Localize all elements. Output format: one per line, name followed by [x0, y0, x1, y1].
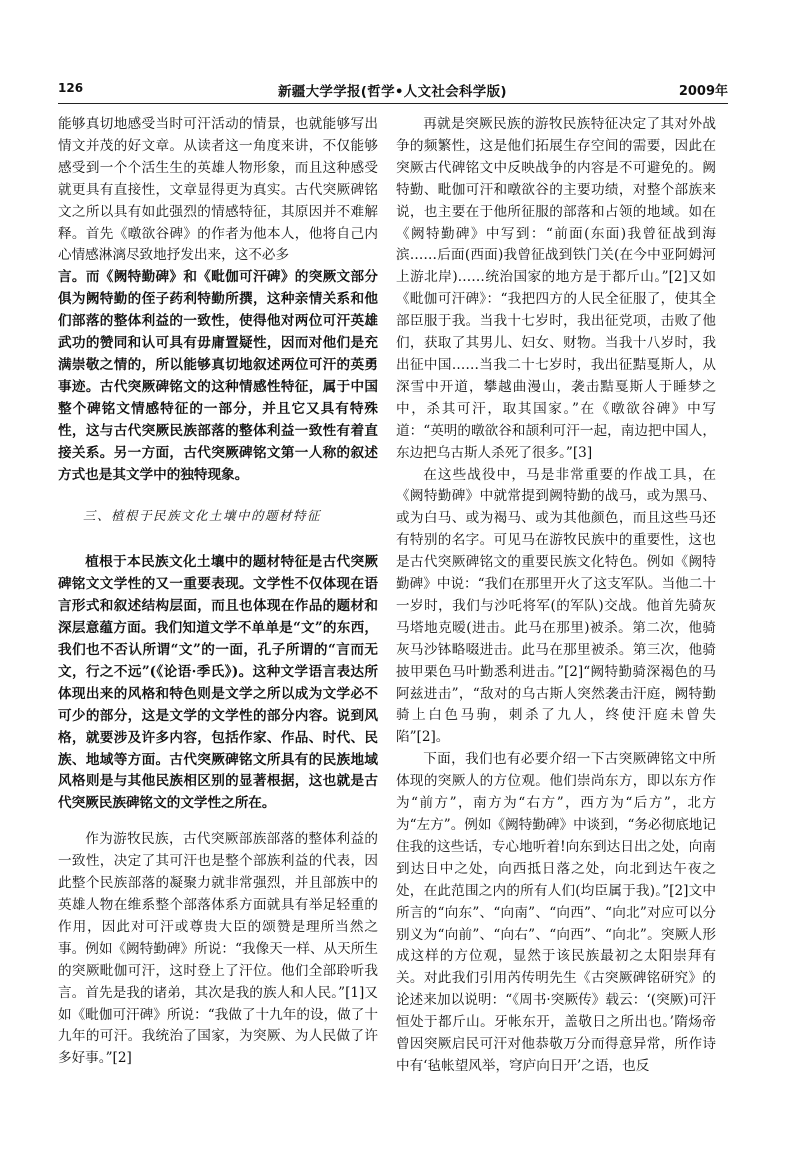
- left-paragraph-1: 能够真切地感受当时可汗活动的情景，也就能够写出情文并茂的好文章。从读者这一角度来讲，不仅能够感受到一个个活生生的英雄人物形象，而且这种感受就更具有直接性，文章显得更为真实。古代突厥碑铭文之所以具有如此强烈的情感特征，其原因并不难解释。首先《暾欲谷碑》的作者为他本人，他将自己内心情感淋漓尽致地抒发出来，这不必多: [58, 116, 378, 264]
- left-column: [58, 114, 378, 1070]
- right-column: [396, 114, 716, 1078]
- left-paragraph-3: 植根于本民族文化土壤中的题材特征是古代突厥碑铭文文学性的又一重要表现。文学性不仅体现在语言形式和叙述结构层面，而且也体现在作品的题材和深层意蕴方面。我们知道文学不单单是“文”的东西，我们也不否认所谓“文”的一面，孔子所谓的“言而无文，行之不远”(《论语·季氏》)。这种文学语言表达所体现出来的风格和特色则是文学之所以成为文学必不可少的部分，这是文学的文学性的部分内容。说到风格，就要涉及许多内容，包括作家、作品、时代、民族、地域等方面。古代突厥碑铭文所具有的民族地域风格则是与其他民族相区别的显著根据，这也就是古代突厥民族碑铭文的文学性之所在。: [58, 554, 378, 812]
- page-number: 126: [58, 81, 84, 95]
- publication-year: 2009年: [678, 84, 728, 99]
- section-heading: 三、植根于民族文化土壤中的题材特征: [83, 508, 322, 524]
- header-rule: [58, 103, 728, 104]
- right-paragraph-3: 下面，我们也有必要介绍一下古突厥碑铭文中所体现的突厥人的方位观。他们崇尚东方，即以东方作为“前方”，南方为“右方”，西方为“后方”，北方为“左方”。例如《阙特勤碑》中谈到，“务必彻底地记住我的这些话，专心地听着!向东到达日出之处，向南到达日中之处，向西抵日落之处，向北到达午夜之处，在此范围之内的所有人们(均臣属于我)。”[2]文中所言的“向东”、“向南”、“向西”、“向北”对应可以分别义为“向前”、“向右”、“向西”、“向北”。突厥人形成这样的方位观，显然于该民族最初之太阳崇拜有关。对此我们引用芮传明先生《古突厥碑铭研究》的论述来加以说明：“《周书·突厥传》载云：‘(突厥)可汗恒处于都斤山。牙帐东开，盖敬日之所出也。’隋炀帝曾因突厥启民可汗对他恭敬万分而得意异常，所作诗中有‘毡帐望风举，穹庐向日开’之语，也反: [396, 751, 716, 1074]
- running-header: [58, 81, 728, 101]
- left-paragraph-2: 言。而《阙特勤碑》和《毗伽可汗碑》的突厥文部分俱为阙特勤的侄子药利特勤所撰，这种亲情关系和他们部落的整体利益的一致性，使得他对两位可汗英雄武功的赞同和认可具有毋庸置疑性，因而对他们是充满崇敬之情的，所以能够真切地叙述两位可汗的英勇事迹。古代突厥碑铭文的这种情感性特征，属于中国整个碑铭文情感特征的一部分，并且它又具有特殊性，这与古代突厥民族部落的整体利益一致性有着直接关系。另一方面，古代突厥碑铭文第一人称的叙述方式也是其文学中的独特现象。: [58, 269, 378, 483]
- journal-title: 新疆大学学报(哲学•人文社会科学版): [278, 84, 507, 100]
- right-paragraph-1: 再就是突厥民族的游牧民族特征决定了其对外战争的频繁性，这是他们拓展生存空间的需要，因此在突厥古代碑铭文中反映战争的内容是不可避免的。阙特勤、毗伽可汗和暾欲谷的主要功绩，对整个部族来说，也主要在于他所征服的部落和占领的地域。如在《阙特勤碑》中写到：“前面(东面)我曾征战到海滨……后面(西面)我曾征战到铁门关(在今中亚阿姆河上游北岸)……统治国家的地方是于都斤山。”[2]又如《毗伽可汗碑》：“我把四方的人民全征服了，使其全部臣服于我。当我十七岁时，我出征党项，击败了他们，获取了其男儿、妇女、财物。当我十八岁时，我出征中国……当我二十七岁时，我出征黠戛斯人，从深雪中开道，攀越曲漫山，袭击黠戛斯人于睡梦之中，杀其可汗，取其国家。”在《暾欲谷碑》中写道：“英明的暾欲谷和颉利可汗一起，南边把中国人，东边把乌古斯人杀死了很多。”[3]: [396, 116, 716, 461]
- left-paragraph-4: 作为游牧民族，古代突厥部族部落的整体利益的一致性，决定了其可汗也是整个部族利益的代表，因此整个民族部落的凝聚力就非常强烈，并且部族中的英雄人物在维系整个部落体系方面就具有举足轻重的作用，因此对可汗或尊贵大臣的颂赞是理所当然之事。例如《阙特勤碑》所说：“我像天一样、从天所生的突厥毗伽可汗，这时登上了汗位。他们全部聆听我言。首先是我的诸弟，其次是我的族人和人民。”[1]又如《毗伽可汗碑》所说：“我做了十九年的设，做了十九年的可汗。我统治了国家，为突厥、为人民做了许多好事。”[2]: [58, 831, 378, 1067]
- right-paragraph-2: 在这些战役中，马是非常重要的作战工具，在《阙特勤碑》中就常提到阙特勤的战马，或为黑马、或为白马、或为褐马、或为其他颜色，而且这些马还有特别的名字。可见马在游牧民族中的重要性，这也是古代突厥碑铭文的重要民族文化特色。例如《阙特勤碑》中说：“我们在那里开火了这支军队。当他二十一岁时，我们与沙吒将军(的军队)交战。他首先骑灰马塔地克暧(进击。此马在那里)被杀。第二次，他骑灰马沙钵略啜进击。此马在那里被杀。第三次，他骑披甲栗色马叶勤悉利进击。”[2]“阙特勤骑深褐色的马阿兹进击”，“敌对的乌古斯人突然袭击汗庭，阙特勤骑上白色马驹，刺杀了九人，终使汗庭未曾失陷”[2]。: [396, 466, 716, 746]
